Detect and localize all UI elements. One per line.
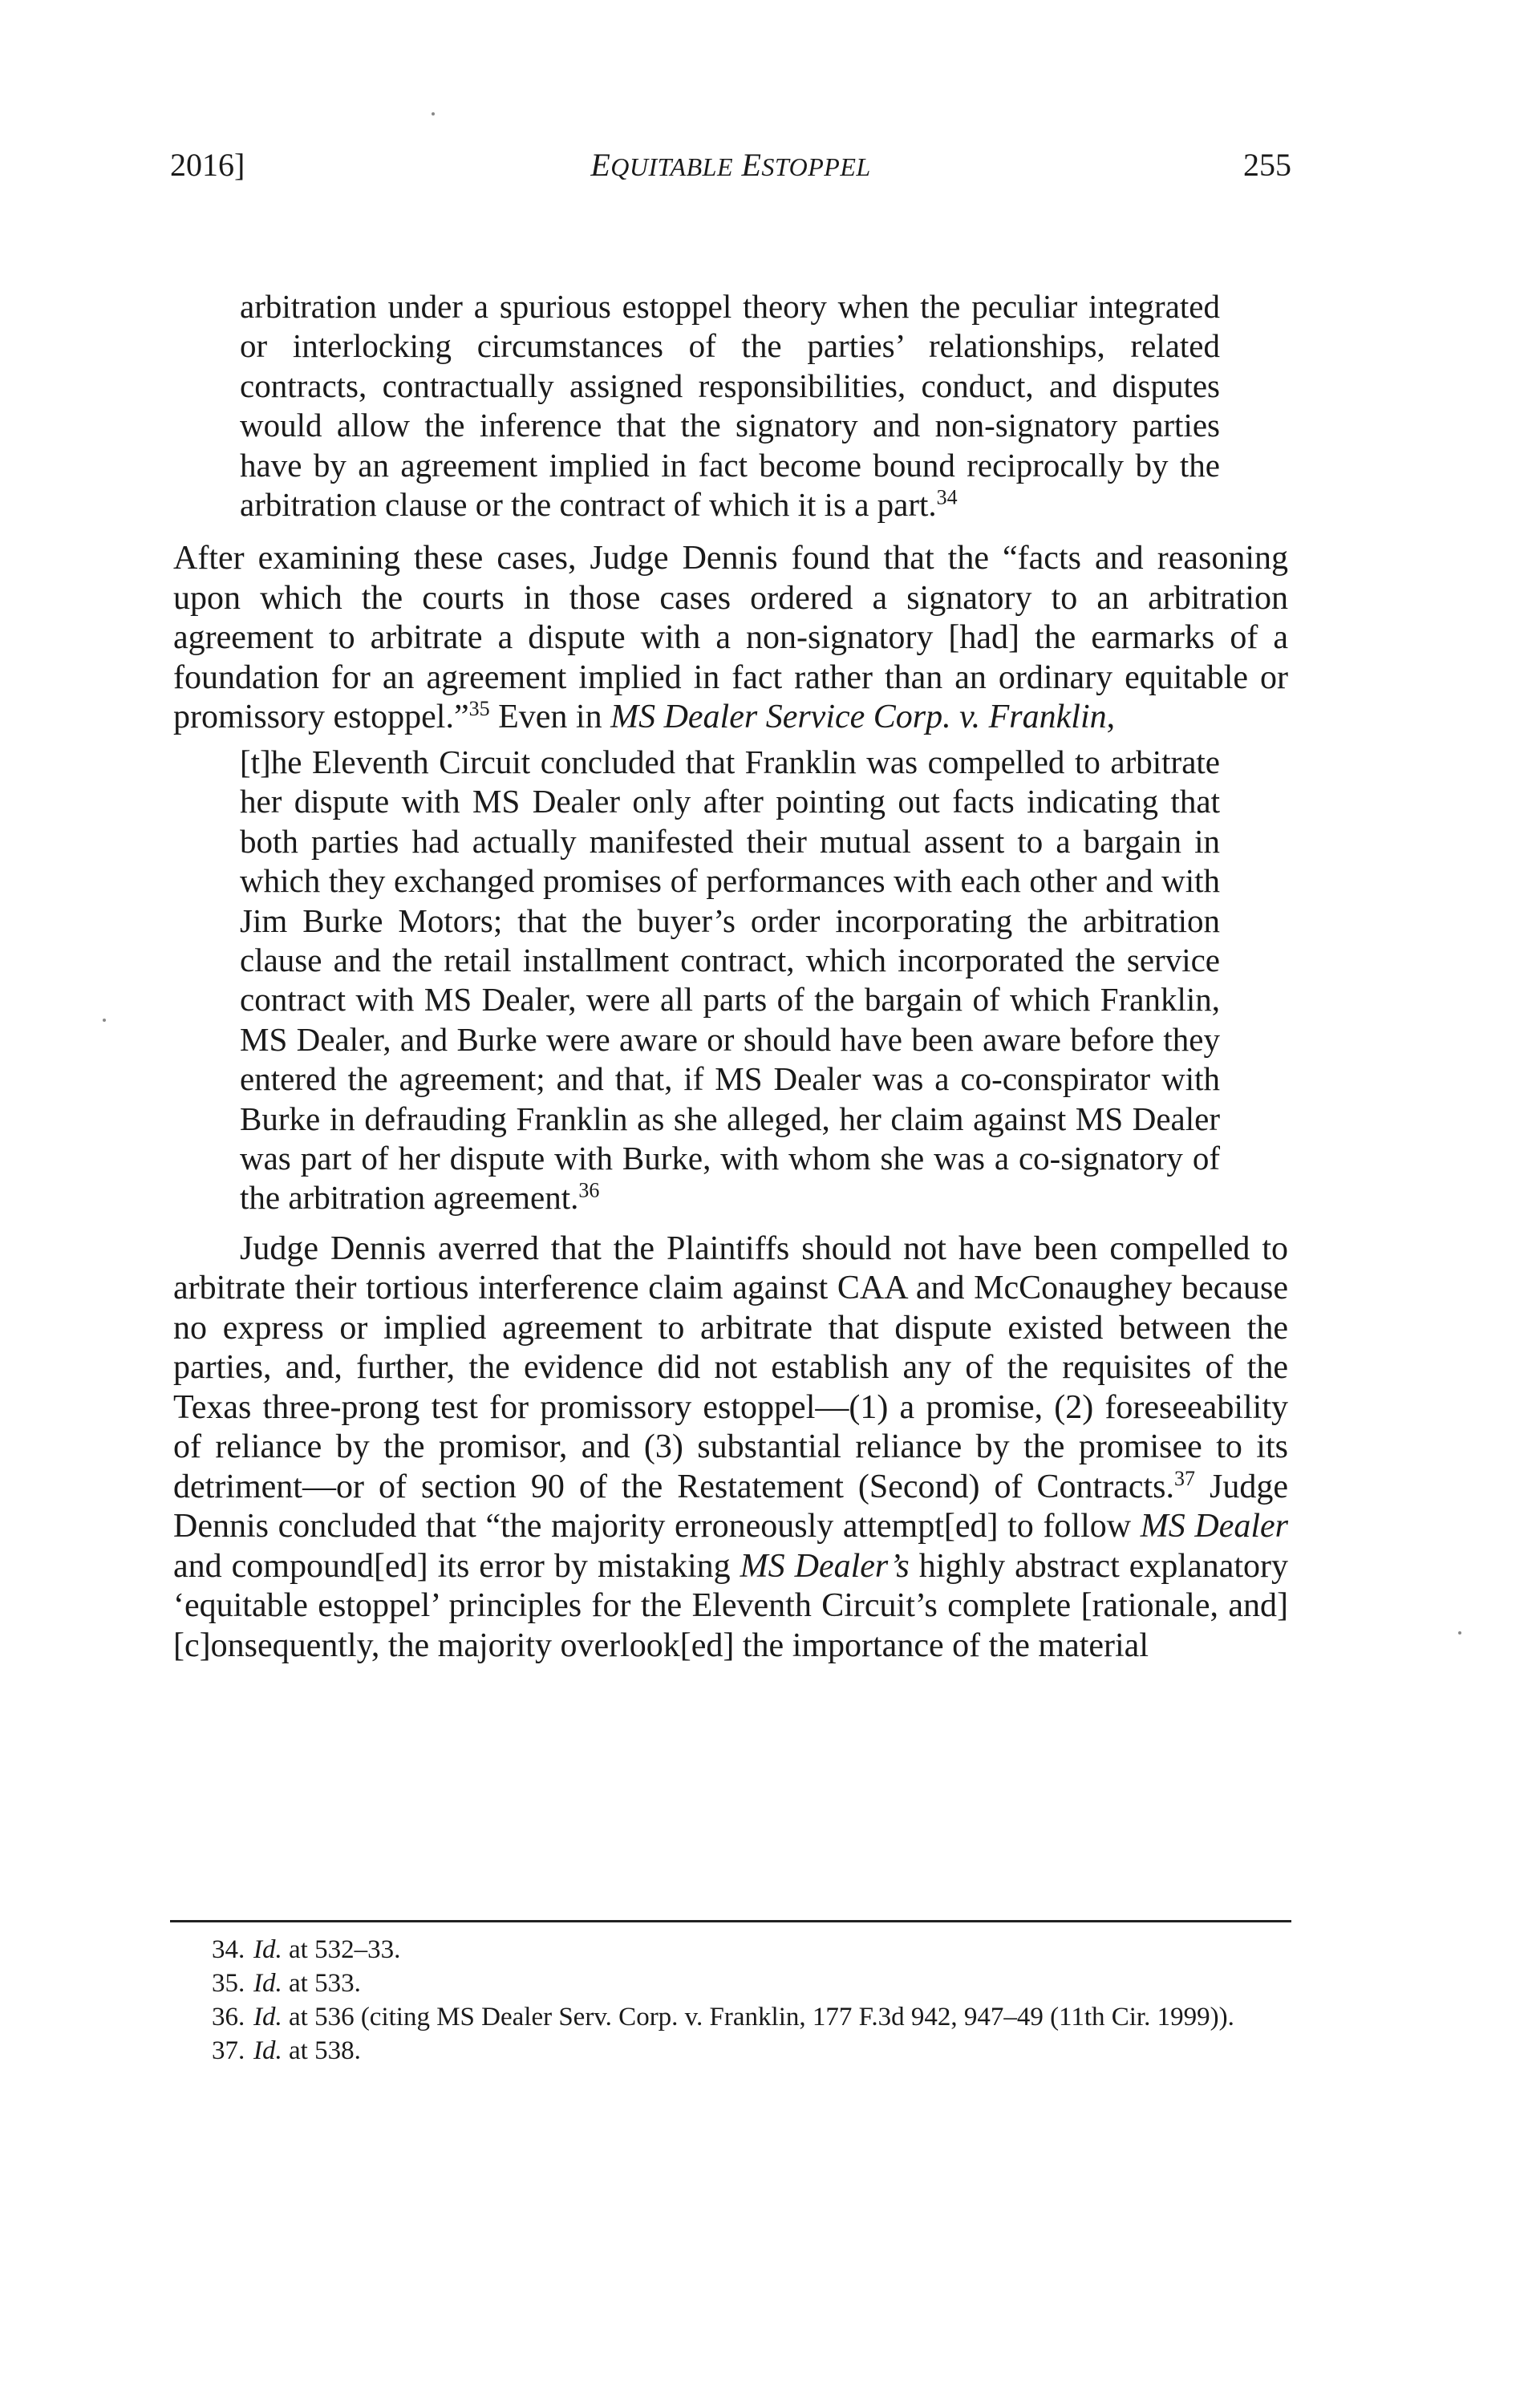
page-number: 255 xyxy=(1243,147,1291,183)
footnote-text: at 536 (citing MS Dealer Serv. Corp. v. Franklin, 177 F.3d 942, 947–49 (11th Cir. 1999)). xyxy=(282,2003,1234,2032)
footnote-id: Id. xyxy=(253,1935,282,1964)
paragraph-2 xyxy=(173,1229,1288,1667)
footnote-text: at 538. xyxy=(282,2036,361,2065)
paragraph-1-text-a: After examining these cases, Judge Dennis found that the “facts and reasoning upon which the courts in those cases ordered a signatory to an arbitration agreement to arbitrate a dispute with a non-signatory [had] the earmarks of a foundation for an agreement implied in fact rather than an ordinary equitable or promissory estoppel.” xyxy=(173,540,1288,736)
footnotes xyxy=(170,1933,1291,2068)
header-title-rest-1: QUITABLE xyxy=(610,152,733,181)
paragraph-2-text-a: Judge Dennis averred that the Plaintiffs should not have been compelled to arbitrate their tortious interference claim against CAA and McConaughey because no express or implied agreement to arbitrate that dispute existed between the parties, and, further, the evidence did not establish any of the requisites of the Texas three-prong test for promissory estoppel—(1) a promise, (2) foreseeability of reliance by the promisor, and (3) substantial reliance by the promisee to its detriment—or of section 90 of the Restatement (Second) of Contracts. xyxy=(173,1229,1288,1505)
footnote-number: 37. xyxy=(212,2036,245,2065)
paragraph-1-text-b: Even in xyxy=(489,699,611,736)
italic-ms-dealer: MS Dealer xyxy=(1140,1508,1288,1545)
header-title-cap-2: E xyxy=(741,147,762,183)
footnote-text: at 532–33. xyxy=(282,1935,401,1964)
footnote-35 xyxy=(170,1967,1291,2000)
block-quote-2-text: [t]he Eleventh Circuit concluded that Franklin was compelled to arbitrate her dispute with MS Dealer only after pointing out facts indicating that both parties had actually manifested their mutual assent to a bargain in which they exchanged promises of performances with each other and with Jim Burke Motors; that the buyer’s order incorporating the arbitration clause and the retail installment contract, which incorporated the service contract with MS Dealer, were all parts of the bargain of which Franklin, MS Dealer, and Burke were aware or should have been aware before they entered the agreement; and that, if MS Dealer was a co-conspirator with Burke in defrauding Franklin as she alleged, her claim against MS Dealer was part of her dispute with Burke, with whom she was a co-signatory of the arbitration agreement. xyxy=(240,743,1220,1217)
footnote-34 xyxy=(170,1933,1291,1967)
paragraph-1-text-c: , xyxy=(1106,699,1116,736)
scan-speck xyxy=(1458,1631,1461,1635)
running-header xyxy=(170,141,1291,189)
case-name-ms-dealer: MS Dealer Service Corp. v. Franklin xyxy=(610,699,1107,736)
scan-speck xyxy=(432,112,435,115)
header-title-cap-1: E xyxy=(590,147,611,183)
italic-ms-dealers: MS Dealer’s xyxy=(740,1547,910,1585)
footnote-id: Id. xyxy=(253,2003,282,2032)
footnote-36 xyxy=(170,2000,1291,2034)
header-year: 2016] xyxy=(170,147,245,183)
footnote-number: 36. xyxy=(212,2003,245,2032)
footnote-ref-36: 36 xyxy=(578,1178,600,1202)
paragraph-1 xyxy=(173,539,1288,738)
footnote-number: 35. xyxy=(212,1969,245,1998)
footnote-id: Id. xyxy=(253,1969,282,1998)
header-title-rest-2: STOPPEL xyxy=(761,152,871,181)
header-title xyxy=(170,141,1291,191)
footnote-ref-35: 35 xyxy=(468,697,490,721)
footnote-37 xyxy=(170,2034,1291,2068)
footnote-number: 34. xyxy=(212,1935,245,1964)
paragraph-2-text-b: Judge Dennis concluded that “the majority erroneously attempt[ed] to follow xyxy=(173,1468,1288,1545)
footnote-divider xyxy=(170,1920,1291,1922)
scan-speck xyxy=(103,1019,106,1022)
block-quote-1-text: arbitration under a spurious estoppel theory when the peculiar integrated or interlocking circumstances of the parties’ relationships, related contracts, contractually assigned responsibilities, conduct, and disputes would allow the inference that the signatory and non-signatory parties have by an agreement implied in fact become bound reciprocally by the arbitration clause or the contract of which it is a part. xyxy=(240,288,1220,524)
paragraph-2-text-d: highly abstract explanatory ‘equitable estoppel’ principles for the Eleventh Circuit’s complete [rationale, and] [c]onsequently, the majority overlook[ed] the importance of the material xyxy=(173,1547,1289,1664)
block-quote-1 xyxy=(240,287,1220,525)
main-text xyxy=(173,287,1288,1666)
paragraph-2-text-c: and compound[ed] its error by mistaking xyxy=(173,1547,740,1585)
footnote-ref-34: 34 xyxy=(936,485,958,509)
footnote-id: Id. xyxy=(253,2036,282,2065)
footnote-text: at 533. xyxy=(282,1969,361,1998)
footnote-ref-37: 37 xyxy=(1173,1466,1195,1490)
block-quote-2 xyxy=(240,743,1220,1218)
